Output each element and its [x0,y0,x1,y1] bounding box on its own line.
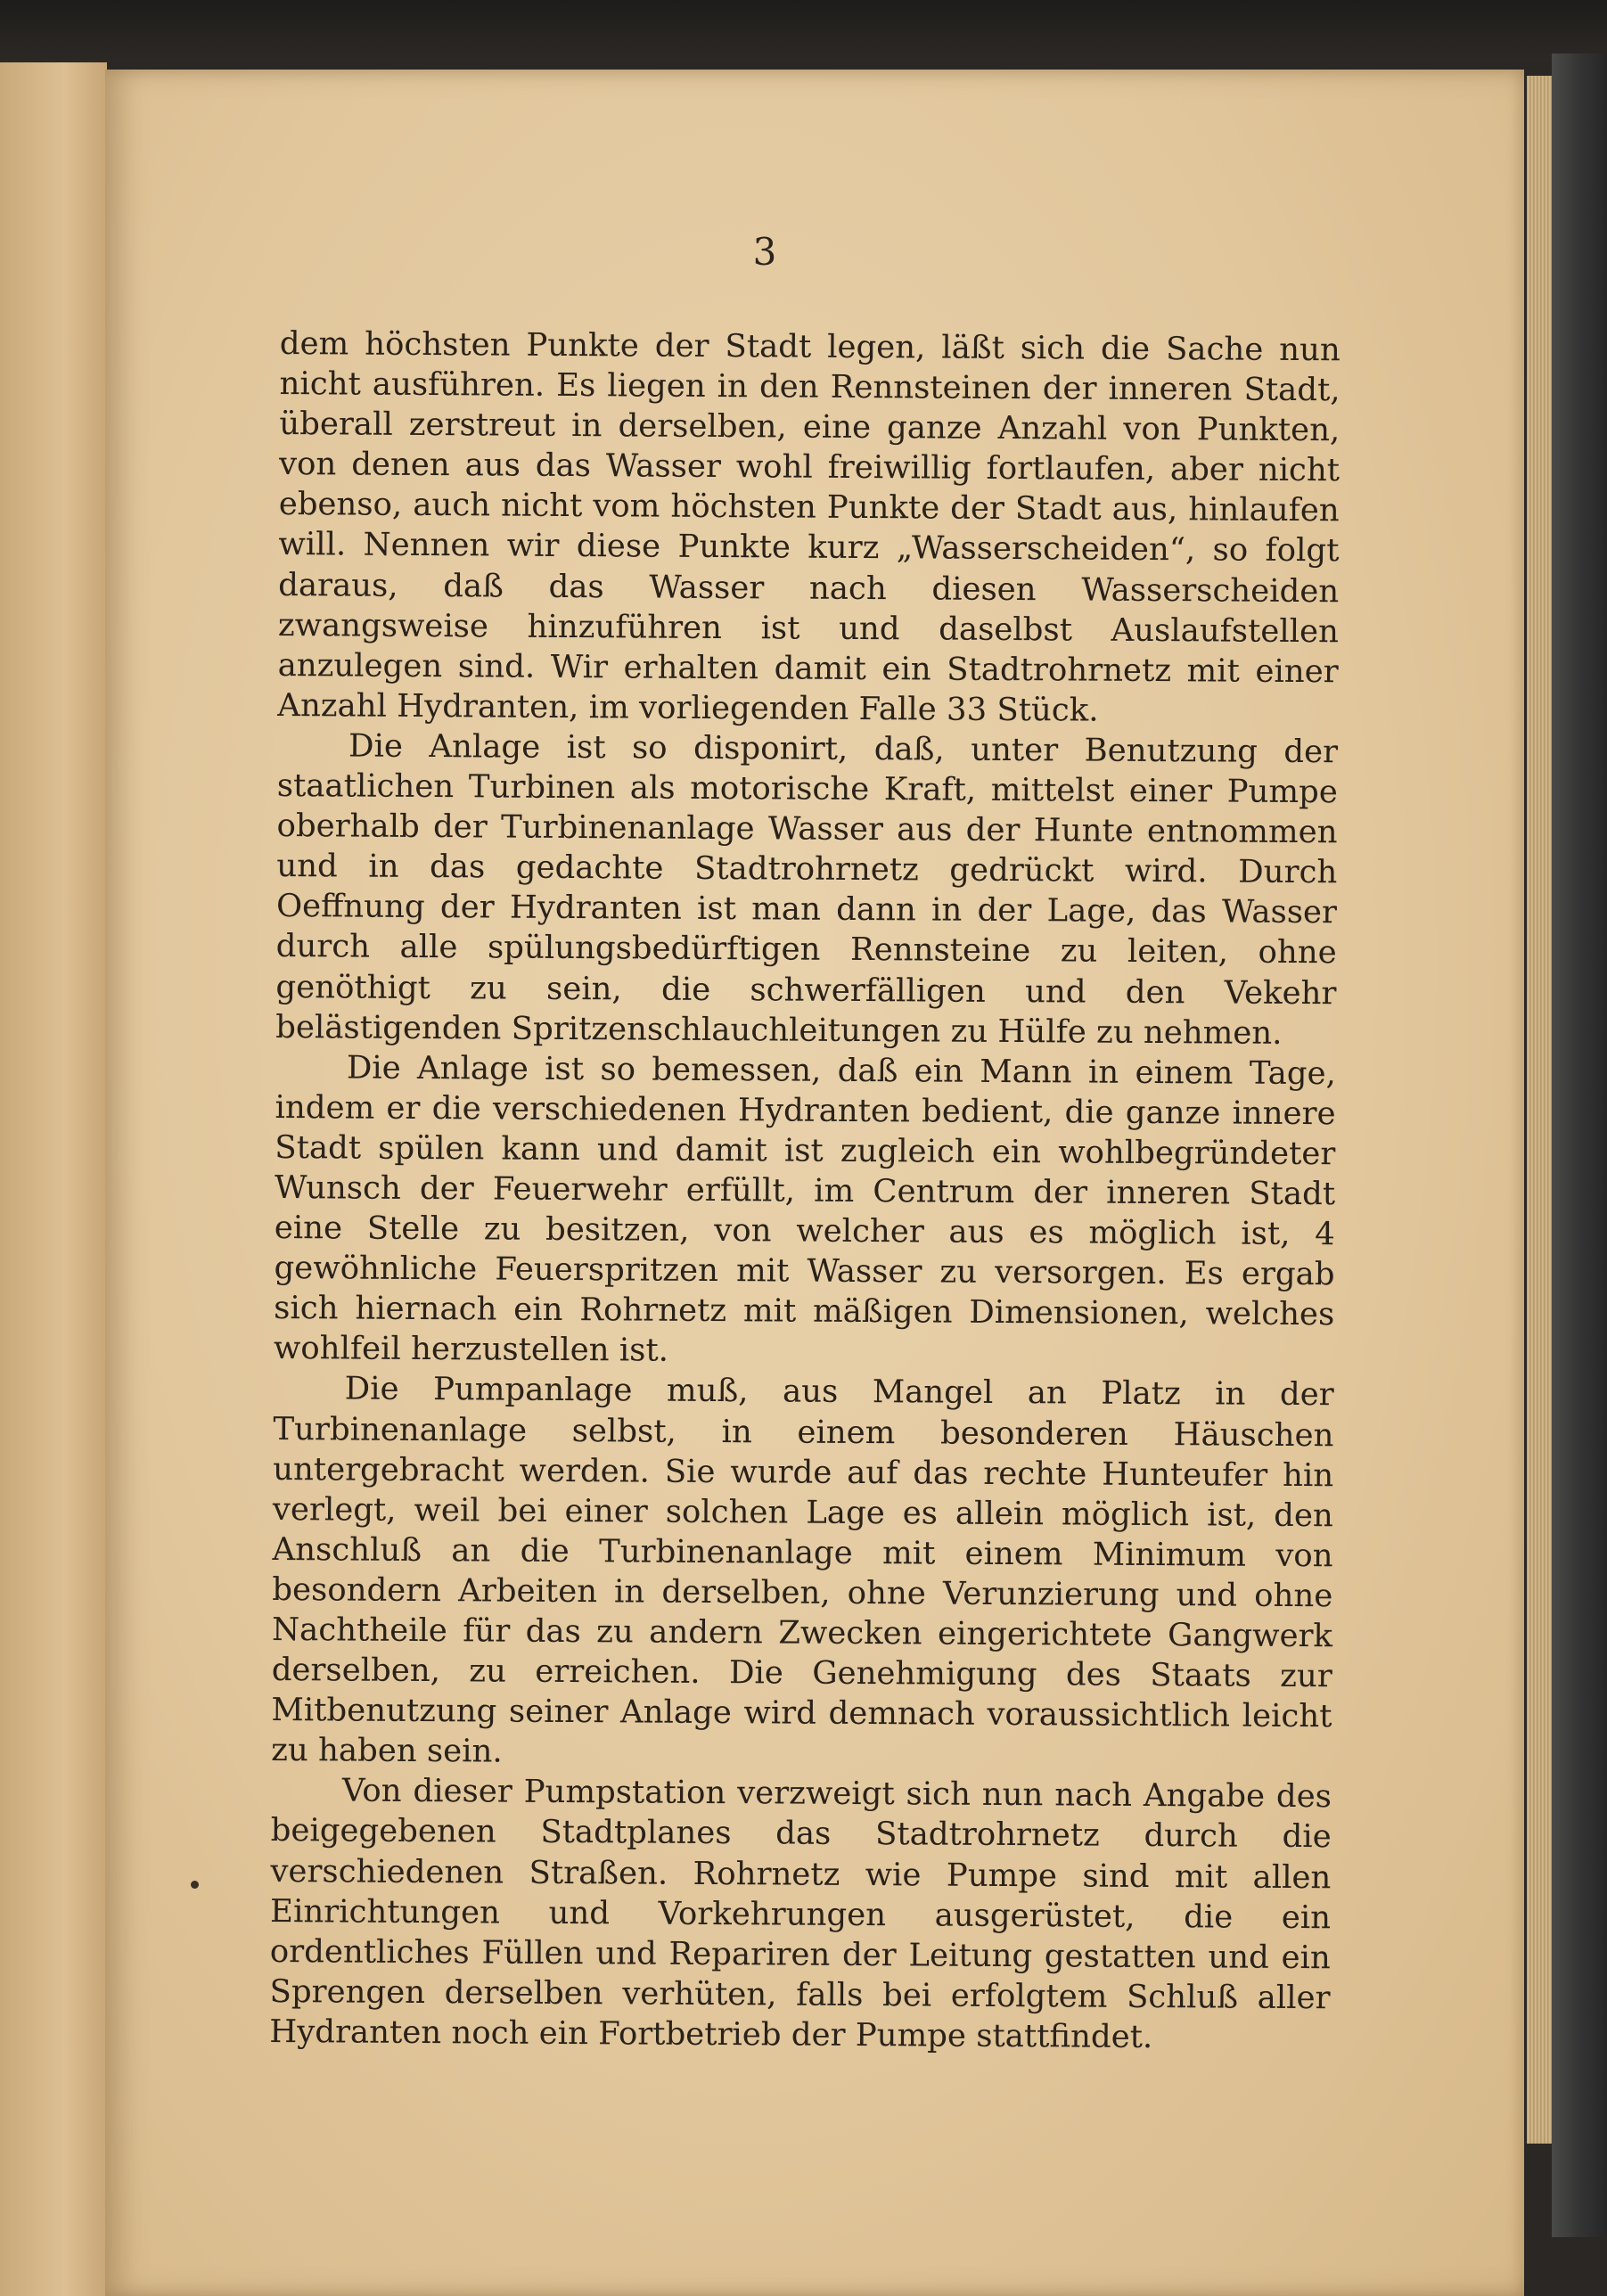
scan-background-top [0,0,1607,62]
facing-page-edge [0,62,107,2296]
margin-ink-dot [191,1881,199,1889]
book-page [105,70,1524,2296]
body-text [269,324,1341,2058]
paragraph-2: Die Anlage ist so disponirt, daß, unter Benutzung der staatlichen Turbinen als motorische Kraft, mittelst einer Pumpe oberhalb der Turbinenanlage Wasser aus der Hunte entnommen und in das gedachte Stadtrohrnetz gedrückt wird. Durch Oeffnung der Hydranten ist man dann in der Lage, das Wasser durch alle spülungsbedürftigen Rennsteine zu leiten, ohne genöthigt zu sein, die schwerfälligen und den Vekehr belästigenden Spritzenschlauchleitungen zu Hülfe zu nehmen. [275,727,1339,1052]
paragraph-5: Von dieser Pumpstation verzweigt sich nun nach Angabe des beigegebenen Stadtplanes das Stadtrohrnetz durch die verschiedenen Straßen. Rohrnetz wie Pumpe sind mit allen Einrichtungen und Vorkehrungen ausgerüstet, die ein ordentliches Füllen und Repariren der Leitung gestatten und ein Sprengen derselben verhüten, falls bei erfolgtem Schluß aller Hydranten noch ein Fortbetrieb der Pumpe stattfindet. [269,1772,1332,2055]
paragraph-4: Die Pumpanlage muß, aus Mangel an Platz in der Turbinenanlage selbst, in einem besonderen Häuschen untergebracht werden. Sie wurde auf das rechte Hunteufer hin verlegt, weil bei einer solchen Lage es allein möglich ist, den Anschluß an die Turbinenanlage mit einem Minimum von besondern Arbeiten in derselben, ohne Verunzierung und ohne Nachtheile für das zu andern Zwecken eingerichtete Gangwerk derselben, zu erreichen. Die Genehmigung des Staats zur Mitbenutzung seiner Anlage wird demnach voraussichtlich leicht zu haben sein. [271,1370,1334,1770]
paragraph-1: dem höchsten Punkte der Stadt legen, läßt sich die Sache nun nicht ausführen. Es liegen in den Rennsteinen der inneren Stadt, überall zerstreut in derselben, eine ganze Anzahl von Punkten, von denen aus das Wasser wohl freiwillig fortlaufen, aber nicht ebenso, auch nicht vom höchsten Punkte der Stadt aus, hinlaufen will. Nennen wir diese Punkte kurz „Wasserscheiden“, so folgt daraus, daß das Wasser nach diesen Wasserscheiden zwangsweise hinzuführen ist und daselbst Auslaufstellen anzulegen sind. Wir erhalten damit ein Stadtrohrnetz mit einer Anzahl Hydranten, im vorliegenden Falle 33 Stück. [277,324,1341,729]
paragraph-3: Die Anlage ist so bemessen, daß ein Mann in einem Tage, indem er die verschiedenen Hydranten bedient, die ganze innere Stadt spülen kann und damit ist zugleich ein wohlbegründeter Wunsch der Feuerwehr erfüllt, im Centrum der inneren Stadt eine Stelle zu besitzen, von welcher aus es möglich ist, 4 gewöhnliche Feuerspritzen mit Wasser zu versorgen. Es ergab sich hiernach ein Rohrnetz mit mäßigen Dimensionen, welches wohlfeil herzustellen ist. [273,1049,1337,1370]
page-number: 3 [752,230,777,274]
page-block-edges [1527,76,1552,2144]
book-cover-edge [1552,53,1607,2237]
